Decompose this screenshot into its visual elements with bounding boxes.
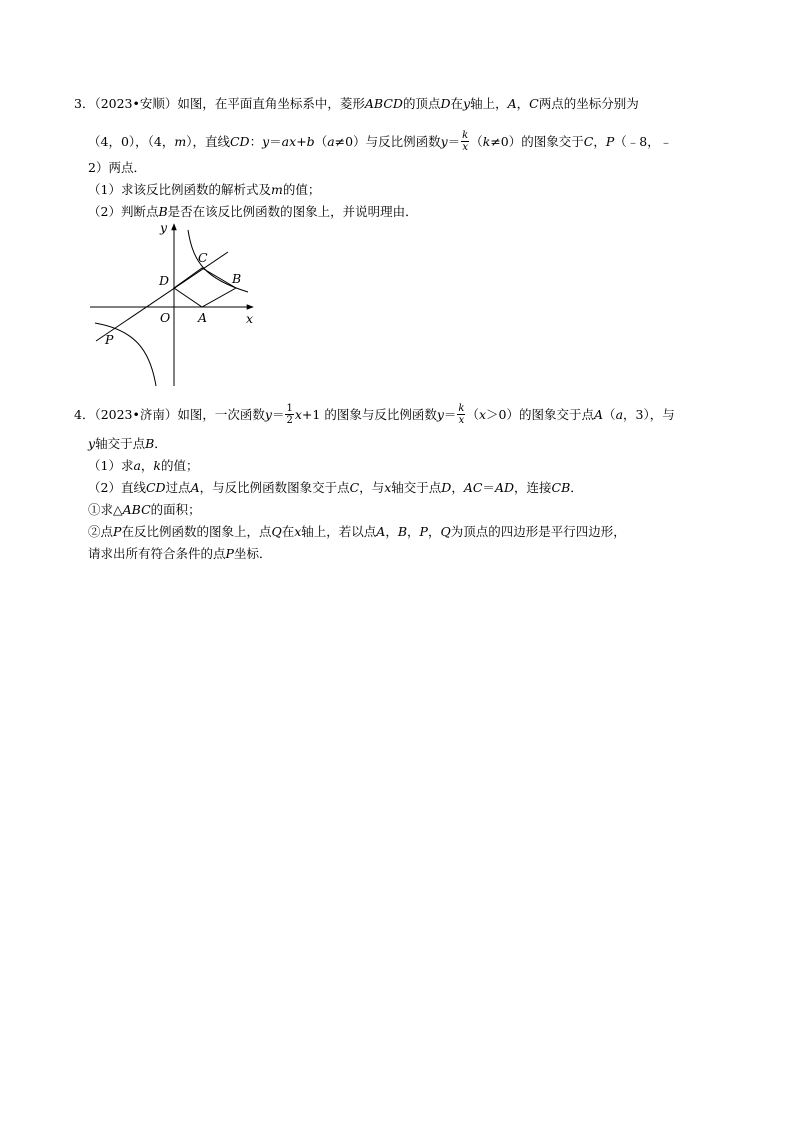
label-c: C — [198, 250, 208, 265]
q4-sub-1: （1）求a，k的值； — [88, 458, 199, 473]
label-d: D — [159, 273, 170, 288]
q4-line-2: y轴交于点B． — [88, 436, 167, 451]
fraction-k-over-x: $\frac{k}{x}$ — [458, 403, 465, 426]
fraction-one-half: $\frac{1}{2}$ — [286, 403, 293, 426]
fraction-k-over-x: $\frac{k}{x}$ — [462, 130, 469, 153]
label-b: B — [232, 271, 242, 286]
rhombus-abcd — [174, 268, 236, 307]
q3-sub-1: （1）求该反比例函数的解析式及m的值； — [88, 182, 321, 197]
q4-sub-4: ②点P在反比例函数的图象上，点Q在x轴上，若以点A，B，P，Q为顶点的四边形是平行四边形， — [88, 524, 626, 539]
q3-figure — [86, 218, 266, 390]
label-x: x — [246, 311, 254, 326]
q3-line-2: （4，0），（4，m），直线CD：y＝ax+b（a≠0）与反比例函数y＝ $\frac{k}{x}$ （k≠0）的图象交于C，P（﹣8，﹣ — [88, 130, 673, 153]
label-y: y — [160, 220, 168, 235]
q3-sub-2: （2）判断点B是否在该反比例函数的图象上，并说明理由． — [88, 204, 418, 219]
label-o: O — [160, 310, 171, 325]
q3-line-1: 3．（2023•安顺）如图，在平面直角坐标系中，菱形ABCD的顶点D在y轴上，A，C两点的坐标分别为 — [74, 96, 639, 111]
q4-sub-3: ①求△ABC的面积； — [88, 502, 201, 517]
q4-sub-5: 请求出所有符合条件的点P坐标． — [88, 546, 272, 561]
q3-line-3: 2）两点． — [88, 160, 146, 175]
label-a: A — [198, 310, 208, 325]
label-p: P — [105, 332, 114, 347]
line-cd — [96, 252, 228, 341]
q4-line-1: 4．（2023•济南）如图，一次函数y＝ $\frac{1}{2}$ x+1 的图象与反比例函数y＝ $\frac{k}{x}$ （x＞0）的图象交于点A（a，3），与 — [74, 403, 675, 426]
q4-sub-2: （2）直线CD过点A，与反比例函数图象交于点C，与x轴交于点D，AC＝AD，连接CB． — [88, 480, 583, 495]
